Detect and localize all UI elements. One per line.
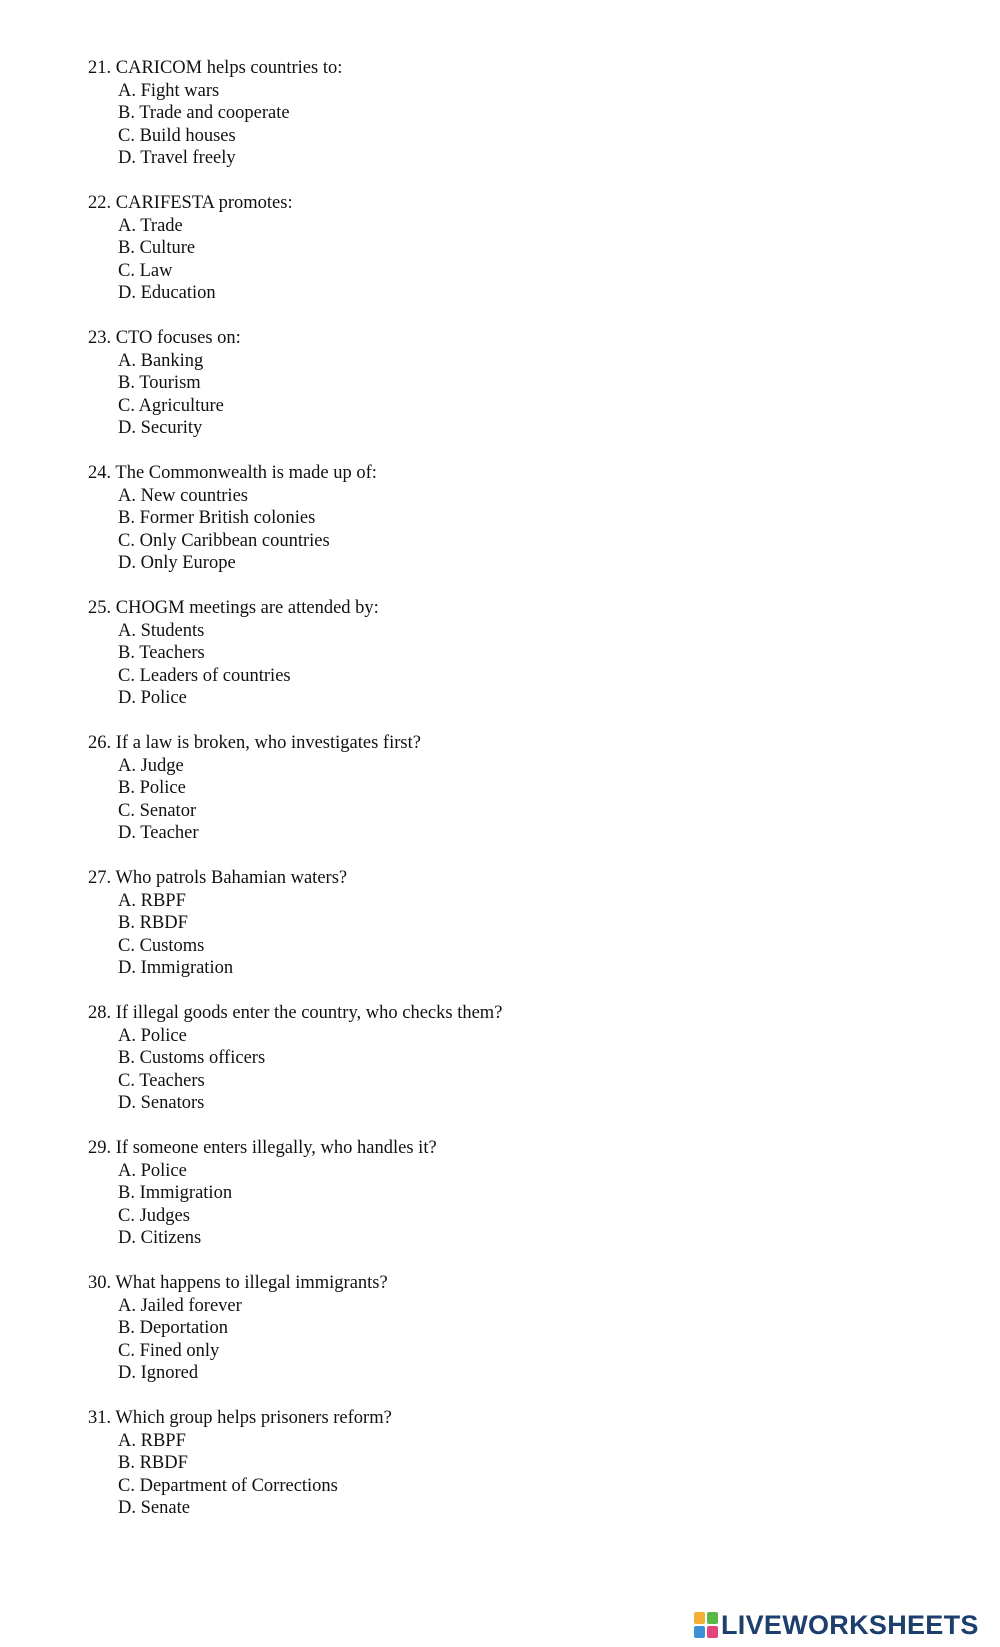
question-text xyxy=(88,57,948,80)
question-text xyxy=(88,867,948,890)
question-item xyxy=(88,867,948,980)
question-number: 29. xyxy=(88,1138,112,1158)
question-text xyxy=(88,1002,948,1025)
question-item xyxy=(88,1407,948,1520)
answer-options xyxy=(88,215,948,305)
answer-option: C. Only Caribbean countries xyxy=(118,530,330,551)
question-prompt: CARICOM helps countries to: xyxy=(115,58,343,78)
liveworksheets-logo-icon xyxy=(694,1612,718,1638)
answer-options xyxy=(88,350,948,440)
answer-option: A. Banking xyxy=(118,350,204,371)
question-prompt: CHOGM meetings are attended by: xyxy=(115,598,379,618)
answer-option: C. Department of Corrections xyxy=(118,1475,338,1496)
answer-options xyxy=(88,1025,948,1115)
answer-option: A. RBPF xyxy=(118,1430,186,1451)
answer-option: B. RBDF xyxy=(118,913,188,933)
answer-option: B. Teachers xyxy=(118,643,205,663)
brand-name: LIVEWORKSHEETS xyxy=(721,1610,979,1640)
answer-option: B. Deportation xyxy=(118,1318,228,1338)
answer-option: A. Judge xyxy=(118,755,184,776)
answer-option: D. Senate xyxy=(118,1498,190,1518)
question-item xyxy=(88,597,948,710)
question-prompt: The Commonwealth is made up of: xyxy=(115,463,377,483)
question-item xyxy=(88,1272,948,1385)
answer-option: A. Police xyxy=(118,1160,187,1181)
answer-option: B. Trade and cooperate xyxy=(118,103,290,123)
question-prompt: CTO focuses on: xyxy=(115,328,241,348)
question-text xyxy=(88,327,948,350)
answer-option: C. Fined only xyxy=(118,1340,220,1361)
answer-option: D. Immigration xyxy=(118,958,234,978)
question-list xyxy=(88,57,948,1542)
answer-option: A. Jailed forever xyxy=(118,1295,242,1316)
answer-option: A. Trade xyxy=(118,215,183,236)
question-text xyxy=(88,192,948,215)
answer-option: B. RBDF xyxy=(118,1453,188,1473)
answer-option: A. New countries xyxy=(118,485,248,506)
answer-option: A. Students xyxy=(118,620,205,641)
answer-option: B. Police xyxy=(118,778,186,798)
answer-option: B. Customs officers xyxy=(118,1048,266,1068)
question-number: 30. xyxy=(88,1273,112,1293)
logo-square-icon xyxy=(707,1612,718,1624)
logo-square-icon xyxy=(694,1626,705,1638)
question-number: 26. xyxy=(88,733,112,753)
answer-option: A. Fight wars xyxy=(118,80,220,101)
question-prompt: If a law is broken, who investigates first? xyxy=(115,733,421,753)
answer-option: B. Culture xyxy=(118,238,196,258)
answer-option: D. Ignored xyxy=(118,1363,199,1383)
answer-option: C. Build houses xyxy=(118,125,236,146)
answer-option: D. Senators xyxy=(118,1093,205,1113)
answer-option: C. Judges xyxy=(118,1205,190,1226)
answer-option: B. Former British colonies xyxy=(118,508,316,528)
question-item xyxy=(88,462,948,575)
liveworksheets-brand xyxy=(694,1611,979,1639)
question-text xyxy=(88,462,948,485)
question-text xyxy=(88,1407,948,1430)
question-item xyxy=(88,732,948,845)
answer-option: A. Police xyxy=(118,1025,187,1046)
question-item xyxy=(88,1002,948,1115)
question-number: 28. xyxy=(88,1003,112,1023)
answer-option: C. Agriculture xyxy=(118,395,224,416)
answer-option: D. Teacher xyxy=(118,823,199,843)
answer-option: A. RBPF xyxy=(118,890,186,911)
question-item xyxy=(88,1137,948,1250)
answer-option: C. Customs xyxy=(118,935,205,956)
answer-options xyxy=(88,1160,948,1250)
question-item xyxy=(88,327,948,440)
question-number: 22. xyxy=(88,193,112,213)
answer-options xyxy=(88,890,948,980)
answer-option: D. Citizens xyxy=(118,1228,202,1248)
answer-option: D. Education xyxy=(118,283,216,303)
question-prompt: What happens to illegal immigrants? xyxy=(115,1273,388,1293)
answer-option: D. Only Europe xyxy=(118,553,236,573)
answer-options xyxy=(88,755,948,845)
question-item xyxy=(88,57,948,170)
answer-option: B. Tourism xyxy=(118,373,201,393)
question-text xyxy=(88,1137,948,1160)
answer-option: D. Security xyxy=(118,418,203,438)
answer-option: D. Police xyxy=(118,688,187,708)
question-number: 25. xyxy=(88,598,112,618)
answer-options xyxy=(88,1295,948,1385)
answer-options xyxy=(88,620,948,710)
answer-option: C. Leaders of countries xyxy=(118,665,291,686)
question-text xyxy=(88,597,948,620)
question-prompt: If illegal goods enter the country, who checks them? xyxy=(115,1003,503,1023)
question-item xyxy=(88,192,948,305)
answer-option: C. Senator xyxy=(118,800,197,821)
answer-option: C. Teachers xyxy=(118,1070,205,1091)
logo-square-icon xyxy=(707,1626,718,1638)
question-prompt: Who patrols Bahamian waters? xyxy=(115,868,348,888)
question-number: 21. xyxy=(88,58,112,78)
question-number: 27. xyxy=(88,868,112,888)
answer-options xyxy=(88,1430,948,1520)
question-prompt: CARIFESTA promotes: xyxy=(115,193,293,213)
answer-option: D. Travel freely xyxy=(118,148,236,168)
answer-option: B. Immigration xyxy=(118,1183,233,1203)
question-prompt: If someone enters illegally, who handles it? xyxy=(115,1138,437,1158)
question-text xyxy=(88,1272,948,1295)
question-prompt: Which group helps prisoners reform? xyxy=(115,1408,392,1428)
answer-options xyxy=(88,485,948,575)
question-text xyxy=(88,732,948,755)
question-number: 24. xyxy=(88,463,112,483)
question-number: 23. xyxy=(88,328,112,348)
answer-option: C. Law xyxy=(118,260,173,281)
question-number: 31. xyxy=(88,1408,112,1428)
logo-square-icon xyxy=(694,1612,705,1624)
answer-options xyxy=(88,80,948,170)
